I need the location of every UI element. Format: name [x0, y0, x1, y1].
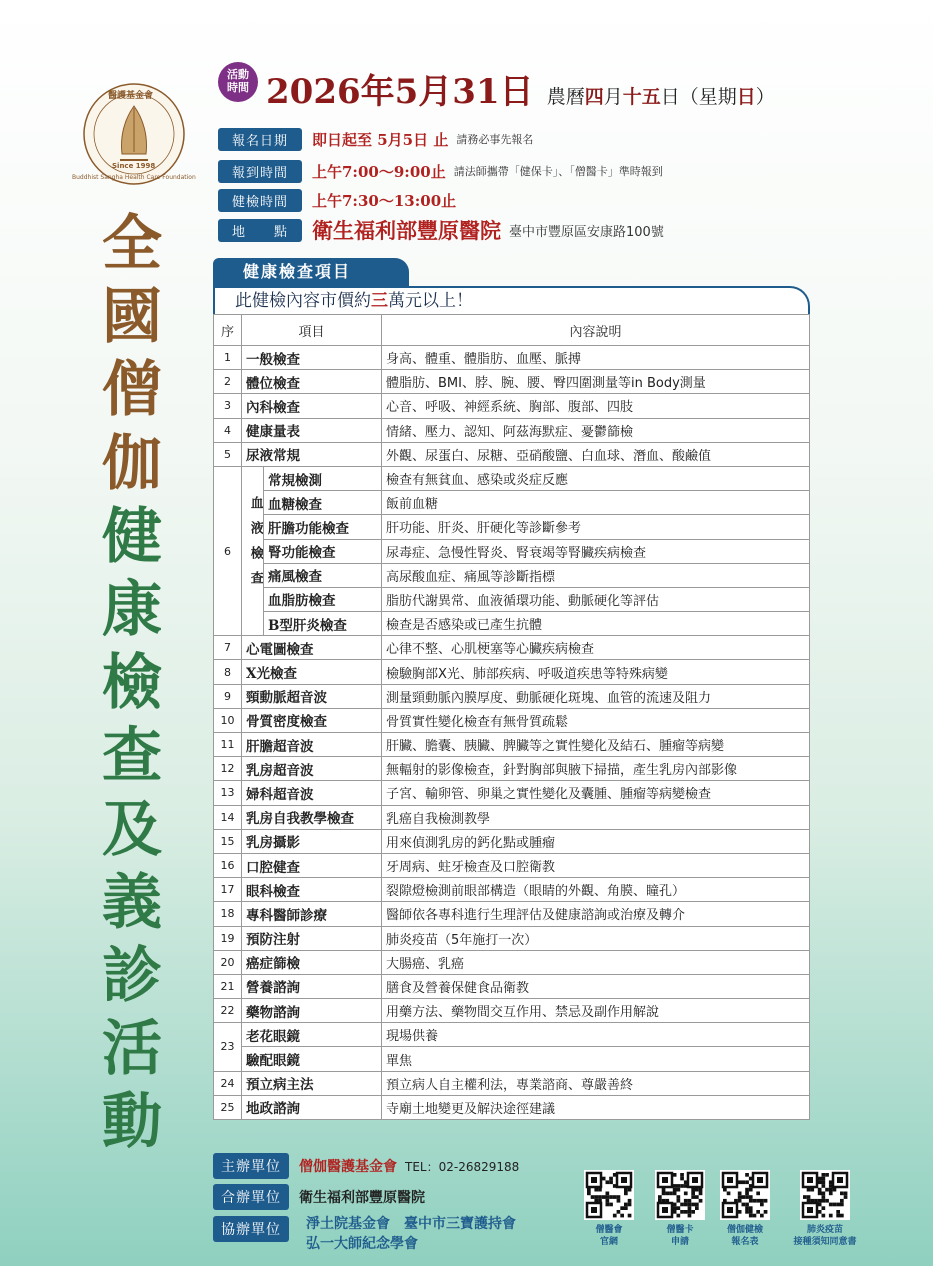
blood-group-label	[242, 466, 264, 635]
logo-text-since: Since 1998	[112, 162, 156, 170]
info-note: 請務必事先報名	[456, 133, 534, 146]
table-row	[214, 1047, 810, 1071]
title-char: 國	[102, 282, 162, 353]
item-description: 心音、呼吸、神經系統、胸部、腹部、四肢	[382, 394, 810, 418]
item-name: B型肝炎檢查	[264, 612, 382, 636]
assist-line1: 淨土院基金會 臺中市三寶護持會	[306, 1216, 516, 1232]
item-name: 眼科檢查	[242, 878, 382, 902]
qr-label: 肺炎疫苗 接種須知同意書	[793, 1225, 857, 1248]
table-row	[214, 1071, 810, 1095]
table-row	[214, 346, 810, 370]
section-tab: 健康檢查項目	[213, 258, 409, 286]
co-host-row	[213, 1184, 425, 1210]
banner-suffix: 萬元以上！	[388, 291, 473, 311]
item-name: 常規檢測	[264, 466, 382, 490]
header-item: 項目	[242, 315, 382, 346]
item-name: 婦科超音波	[242, 781, 382, 805]
info-main: 上午7:30～13:00止	[312, 191, 457, 210]
qr-code-icon	[800, 1170, 850, 1220]
info-row-exam-time	[218, 187, 456, 213]
row-number: 23	[214, 1023, 242, 1071]
item-description: 脂肪代謝異常、血液循環功能、動脈硬化等評估	[382, 587, 810, 611]
event-time-badge	[218, 62, 258, 102]
info-label: 報名日期	[218, 128, 302, 151]
qr-code-icon	[720, 1170, 770, 1220]
table-row	[214, 878, 810, 902]
table-row	[214, 612, 810, 636]
row-number: 21	[214, 974, 242, 998]
info-row-location	[218, 217, 664, 243]
row-number: 6	[214, 466, 242, 635]
badge-line2: 時間	[227, 81, 249, 94]
event-lunar-date	[547, 86, 775, 108]
item-name: 血脂肪檢查	[264, 587, 382, 611]
assist-row	[213, 1216, 289, 1242]
item-description: 大腸癌、乳癌	[382, 950, 810, 974]
item-name: 口腔健查	[242, 853, 382, 877]
row-number: 7	[214, 636, 242, 660]
item-description: 肝臟、膽囊、胰臟、脾臟等之實性變化及結石、腫瘤等病變	[382, 733, 810, 757]
table-row	[214, 853, 810, 877]
item-name: 健康量表	[242, 418, 382, 442]
title-char: 康	[102, 574, 162, 645]
logo-text-arc: Buddhist Sangha Health Care Foundation	[72, 174, 196, 181]
lunar-day: 十五	[622, 86, 661, 108]
price-banner	[213, 286, 810, 314]
item-description: 測量頸動脈內膜厚度、動脈硬化斑塊、血管的流速及阻力	[382, 684, 810, 708]
weekday: 日	[736, 86, 756, 108]
item-description: 心律不整、心肌梗塞等心臟疾病檢查	[382, 636, 810, 660]
table-row	[214, 1095, 810, 1119]
co-name: 衛生福利部豐原醫院	[299, 1190, 425, 1206]
row-number: 13	[214, 781, 242, 805]
title-char: 診	[102, 940, 162, 1011]
assist-names	[306, 1214, 516, 1255]
info-main: 上午7:00～9:00止	[312, 162, 446, 181]
host-tel: TEL：02-26829188	[405, 1159, 520, 1174]
table-row	[214, 829, 810, 853]
table-row	[214, 587, 810, 611]
title-char: 健	[102, 501, 162, 572]
event-date-line	[266, 64, 775, 113]
item-name: 痛風檢查	[264, 563, 382, 587]
info-label: 報到時間	[218, 160, 302, 183]
row-number: 17	[214, 878, 242, 902]
title-char: 活	[102, 1014, 162, 1085]
item-name: 骨質密度檢查	[242, 708, 382, 732]
table-row	[214, 733, 810, 757]
row-number: 12	[214, 757, 242, 781]
host-row	[213, 1153, 519, 1179]
title-char: 動	[102, 1087, 162, 1158]
item-name: 體位檢查	[242, 370, 382, 394]
qr-label: 僧醫會 官網	[595, 1225, 623, 1248]
row-number: 19	[214, 926, 242, 950]
item-name: 癌症篩檢	[242, 950, 382, 974]
item-description: 檢驗胸部X光、肺部疾病、呼吸道疾患等特殊病變	[382, 660, 810, 684]
table-row	[214, 902, 810, 926]
qr-website[interactable]	[580, 1170, 638, 1248]
lunar-day-suffix: 日（星期	[660, 86, 737, 108]
qr-label: 僧伽健檢 報名表	[726, 1225, 763, 1248]
lunar-month: 四	[584, 86, 604, 108]
table-row	[214, 442, 810, 466]
table-row	[214, 660, 810, 684]
item-description: 用來偵測乳房的鈣化點或腫瘤	[382, 829, 810, 853]
table-row	[214, 515, 810, 539]
item-name: 專科醫師診療	[242, 902, 382, 926]
item-name: 驗配眼鏡	[242, 1047, 382, 1071]
title-char: 伽	[102, 428, 162, 499]
table-row	[214, 491, 810, 515]
info-row-checkin	[218, 158, 663, 184]
blood-group-text: 血液檢查	[247, 496, 263, 597]
item-name: X光檢查	[242, 660, 382, 684]
item-name: 地政諮詢	[242, 1095, 382, 1119]
item-name: 老花眼鏡	[242, 1023, 382, 1047]
row-number: 10	[214, 708, 242, 732]
banner-prefix: 此健檢內容市價約	[235, 291, 371, 311]
item-description: 飯前血糖	[382, 491, 810, 515]
item-description: 無輻射的影像檢查，針對胸部與腋下掃描，產生乳房內部影像	[382, 757, 810, 781]
row-number: 4	[214, 418, 242, 442]
table-row	[214, 539, 810, 563]
item-description: 情緒、壓力、認知、阿茲海默症、憂鬱篩檢	[382, 418, 810, 442]
item-name: 尿液常規	[242, 442, 382, 466]
qr-vaccine-consent[interactable]	[786, 1170, 864, 1248]
table-row	[214, 950, 810, 974]
row-number: 14	[214, 805, 242, 829]
item-description: 尿毒症、急慢性腎炎、腎衰竭等腎臟疾病檢查	[382, 539, 810, 563]
row-number: 5	[214, 442, 242, 466]
event-date: 2026年5月31日	[266, 72, 534, 112]
info-main: 即日起至 5月5日 止	[312, 130, 449, 149]
item-description: 高尿酸血症、痛風等診斷指標	[382, 563, 810, 587]
vertical-title	[92, 208, 172, 1159]
table-row	[214, 757, 810, 781]
item-name: 內科檢查	[242, 394, 382, 418]
table-row	[214, 563, 810, 587]
table-row	[214, 636, 810, 660]
row-number: 16	[214, 853, 242, 877]
row-number: 24	[214, 1071, 242, 1095]
table-row	[214, 999, 810, 1023]
info-label: 健檢時間	[218, 189, 302, 212]
qr-label: 僧醫卡 申請	[666, 1225, 694, 1248]
row-number: 22	[214, 999, 242, 1023]
item-description: 檢查是否感染或已產生抗體	[382, 612, 810, 636]
header-desc: 內容說明	[382, 315, 810, 346]
item-description: 身高、體重、體脂肪、血壓、脈搏	[382, 346, 810, 370]
title-char: 義	[102, 867, 162, 938]
title-char: 檢	[102, 648, 162, 719]
assist-line2: 弘一大師紀念學會	[306, 1236, 418, 1253]
item-description: 乳癌自我檢測教學	[382, 805, 810, 829]
qr-code-icon	[584, 1170, 634, 1220]
table-row	[214, 974, 810, 998]
item-description: 外觀、尿蛋白、尿糖、亞硝酸鹽、白血球、潛血、酸鹼值	[382, 442, 810, 466]
item-description: 用藥方法、藥物間交互作用、禁忌及副作用解說	[382, 999, 810, 1023]
item-name: 頸動脈超音波	[242, 684, 382, 708]
item-name: 肝膽超音波	[242, 733, 382, 757]
item-description: 牙周病、蛀牙檢查及口腔衛教	[382, 853, 810, 877]
item-description: 膳食及營養保健食品衛教	[382, 974, 810, 998]
row-number: 25	[214, 1095, 242, 1119]
foundation-logo	[72, 82, 196, 186]
table-row	[214, 805, 810, 829]
co-label: 合辦單位	[213, 1184, 289, 1210]
badge-line1: 活動	[227, 68, 249, 82]
table-row	[214, 466, 810, 490]
row-number: 20	[214, 950, 242, 974]
host-name: 僧伽醫護基金會	[299, 1159, 397, 1175]
item-description: 體脂肪、BMI、脖、腕、腰、臀四圍測量等in Body測量	[382, 370, 810, 394]
item-name: 心電圖檢查	[242, 636, 382, 660]
item-name: 一般檢查	[242, 346, 382, 370]
title-char: 及	[102, 794, 162, 865]
title-char: 查	[102, 721, 162, 792]
row-number: 18	[214, 902, 242, 926]
info-row-registration	[218, 126, 533, 152]
item-name: 營養諮詢	[242, 974, 382, 998]
info-note: 請法師攜帶「健保卡」、「僧醫卡」準時報到	[453, 165, 663, 178]
row-number: 15	[214, 829, 242, 853]
title-char: 全	[102, 209, 162, 279]
table-row	[214, 708, 810, 732]
row-number: 11	[214, 733, 242, 757]
item-name: 藥物諮詢	[242, 999, 382, 1023]
item-description: 現場供養	[382, 1023, 810, 1047]
item-name: 腎功能檢查	[264, 539, 382, 563]
lunar-close: ）	[755, 86, 775, 108]
item-name: 預防注射	[242, 926, 382, 950]
row-number: 2	[214, 370, 242, 394]
qr-registration-form[interactable]	[716, 1170, 774, 1248]
item-description: 肝功能、肝炎、肝硬化等診斷參考	[382, 515, 810, 539]
item-name: 肝膽功能檢查	[264, 515, 382, 539]
title-char: 僧	[102, 355, 162, 426]
row-number: 1	[214, 346, 242, 370]
item-description: 骨質實性變化檢查有無骨質疏鬆	[382, 708, 810, 732]
item-description: 檢查有無貧血、感染或炎症反應	[382, 466, 810, 490]
info-label: 地 點	[218, 219, 302, 242]
item-name: 血糖檢查	[264, 491, 382, 515]
table-row	[214, 370, 810, 394]
table-header-row	[214, 315, 810, 346]
item-name: 乳房超音波	[242, 757, 382, 781]
item-description: 肺炎疫苗（5年施打一次）	[382, 926, 810, 950]
table-row	[214, 781, 810, 805]
logo-text-top: 醫護基金會	[108, 91, 154, 101]
info-main: 衛生福利部豐原醫院	[312, 218, 501, 243]
banner-highlight: 三	[371, 291, 388, 311]
item-description: 裂隙燈檢測前眼部構造（眼睛的外觀、角膜、瞳孔）	[382, 878, 810, 902]
item-name: 乳房攝影	[242, 829, 382, 853]
table-row	[214, 394, 810, 418]
item-name: 乳房自我教學檢查	[242, 805, 382, 829]
item-name: 預立病主法	[242, 1071, 382, 1095]
header-no: 序	[214, 315, 242, 346]
items-table	[213, 314, 810, 1120]
table-row	[214, 926, 810, 950]
row-number: 9	[214, 684, 242, 708]
qr-code-icon	[655, 1170, 705, 1220]
assist-label: 協辦單位	[213, 1216, 289, 1242]
item-description: 單焦	[382, 1047, 810, 1071]
row-number: 3	[214, 394, 242, 418]
info-note: 臺中市豐原區安康路100號	[509, 224, 664, 240]
item-description: 寺廟土地變更及解決途徑建議	[382, 1095, 810, 1119]
table-row	[214, 418, 810, 442]
row-number: 8	[214, 660, 242, 684]
item-description: 醫師依各專科進行生理評估及健康諮詢或治療及轉介	[382, 902, 810, 926]
qr-card-apply[interactable]	[651, 1170, 709, 1248]
item-description: 子宮、輸卵管、卵巢之實性變化及囊腫、腫瘤等病變檢查	[382, 781, 810, 805]
host-label: 主辦單位	[213, 1153, 289, 1179]
lunar-month-suffix: 月	[603, 86, 623, 108]
item-description: 預立病人自主權利法，專業諮商、尊嚴善終	[382, 1071, 810, 1095]
table-row	[214, 1023, 810, 1047]
lunar-prefix: 農曆	[546, 86, 585, 108]
table-row	[214, 684, 810, 708]
